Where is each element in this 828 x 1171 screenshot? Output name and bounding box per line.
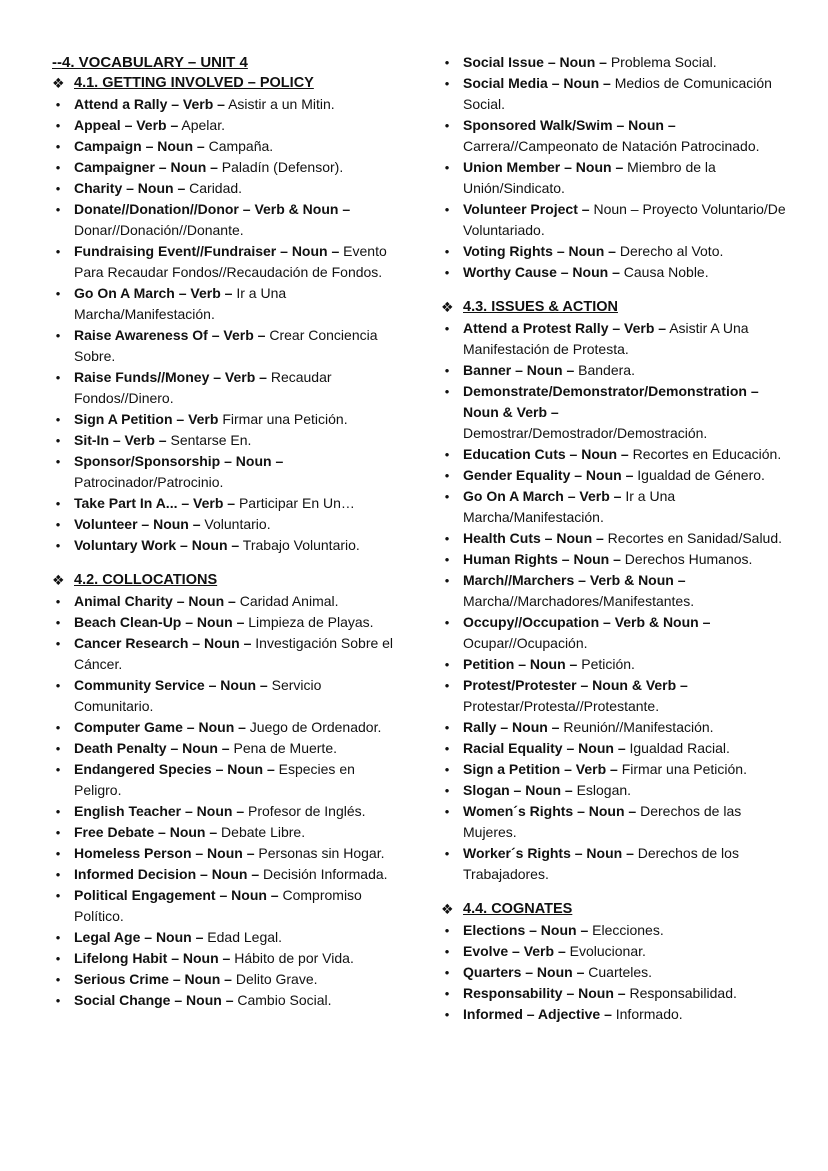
vocab-list bbox=[441, 920, 786, 1025]
vocab-translation: Evolucionar. bbox=[565, 943, 646, 959]
vocab-term: Serious Crime – Noun – bbox=[74, 971, 232, 987]
vocab-term: Take Part In A... – Verb – bbox=[74, 495, 236, 511]
vocab-term: Racial Equality – Noun – bbox=[463, 740, 626, 756]
list-item bbox=[52, 199, 397, 241]
vocab-term: Petition – Noun – bbox=[463, 656, 578, 672]
vocab-term: Quarters – Noun – bbox=[463, 964, 585, 980]
vocab-term: Union Member – Noun – bbox=[463, 159, 624, 175]
bullet-icon: • bbox=[444, 244, 450, 259]
list-item bbox=[441, 318, 786, 360]
vocab-term: Volunteer – Noun – bbox=[74, 516, 201, 532]
bullet-icon: • bbox=[444, 468, 450, 483]
list-item bbox=[441, 962, 786, 983]
diamond-bullet-icon: ❖ bbox=[441, 299, 454, 315]
list-item bbox=[441, 465, 786, 486]
vocab-term: Beach Clean-Up – Noun – bbox=[74, 614, 245, 630]
list-item bbox=[52, 822, 397, 843]
bullet-icon: • bbox=[444, 160, 450, 175]
diamond-bullet-icon: ❖ bbox=[52, 572, 65, 588]
bullet-icon: • bbox=[444, 804, 450, 819]
bullet-icon: • bbox=[55, 517, 61, 532]
list-item bbox=[52, 864, 397, 885]
vocab-term: Volunteer Project – bbox=[463, 201, 590, 217]
vocab-term: Campaigner – Noun – bbox=[74, 159, 218, 175]
list-item bbox=[52, 157, 397, 178]
list-item bbox=[52, 178, 397, 199]
vocab-translation: Petición. bbox=[577, 656, 635, 672]
list-item bbox=[441, 780, 786, 801]
list-item bbox=[52, 514, 397, 535]
bullet-icon: • bbox=[55, 804, 61, 819]
vocab-term: Sponsored Walk/Swim – Noun – bbox=[463, 117, 676, 133]
vocab-term: Appeal – Verb – bbox=[74, 117, 179, 133]
list-item bbox=[52, 612, 397, 633]
bullet-icon: • bbox=[444, 923, 450, 938]
list-item bbox=[52, 633, 397, 675]
vocab-term: Sign A Petition – Verb bbox=[74, 411, 219, 427]
section-title: 4.1. GETTING INVOLVED – POLICY bbox=[74, 75, 314, 91]
vocab-term: Donate//Donation//Donor – Verb & Noun – bbox=[74, 201, 351, 217]
vocab-term: Political Engagement – Noun – bbox=[74, 887, 279, 903]
vocab-term: Lifelong Habit – Noun – bbox=[74, 950, 231, 966]
vocab-translation: Bandera. bbox=[574, 362, 635, 378]
vocab-term: Go On A March – Verb – bbox=[463, 488, 622, 504]
vocab-translation: Sentarse En. bbox=[166, 432, 252, 448]
vocab-term: Endangered Species – Noun – bbox=[74, 761, 275, 777]
vocab-translation: Responsabilidad. bbox=[625, 985, 737, 1001]
section-title: 4.4. COGNATES bbox=[463, 901, 573, 917]
diamond-bullet-icon: ❖ bbox=[52, 75, 65, 91]
list-item bbox=[441, 675, 786, 717]
vocab-term: Campaign – Noun – bbox=[74, 138, 205, 154]
vocab-term: Charity – Noun – bbox=[74, 180, 186, 196]
vocab-translation: Caridad Animal. bbox=[235, 593, 339, 609]
vocab-term: Sponsor/Sponsorship – Noun – bbox=[74, 453, 284, 469]
bullet-icon: • bbox=[444, 944, 450, 959]
vocab-translation: Donar//Donación//Donante. bbox=[74, 222, 244, 238]
list-item bbox=[52, 409, 397, 430]
left-column bbox=[52, 52, 397, 1011]
vocab-translation: Voluntario. bbox=[200, 516, 271, 532]
list-item bbox=[441, 612, 786, 654]
bullet-icon: • bbox=[55, 328, 61, 343]
bullet-icon: • bbox=[55, 678, 61, 693]
vocab-translation: Problema Social. bbox=[606, 54, 717, 70]
bullet-icon: • bbox=[55, 139, 61, 154]
vocab-translation: Igualdad de Género. bbox=[633, 467, 765, 483]
bullet-icon: • bbox=[55, 930, 61, 945]
vocab-translation: Paladín (Defensor). bbox=[217, 159, 344, 175]
bullet-icon: • bbox=[55, 181, 61, 196]
vocab-translation: Derechos de los Trabajadores. bbox=[463, 845, 739, 882]
vocab-translation: Medios de Comunicación Social. bbox=[463, 75, 772, 112]
vocab-translation: Especies en Peligro. bbox=[74, 761, 355, 798]
bullet-icon: • bbox=[444, 573, 450, 588]
bullet-icon: • bbox=[444, 76, 450, 91]
vocab-term: Gender Equality – Noun – bbox=[463, 467, 634, 483]
bullet-icon: • bbox=[55, 720, 61, 735]
section-title: 4.3. ISSUES & ACTION bbox=[463, 299, 618, 315]
list-item bbox=[441, 654, 786, 675]
bullet-icon: • bbox=[444, 965, 450, 980]
vocab-term: Human Rights – Noun – bbox=[463, 551, 621, 567]
list-item bbox=[441, 528, 786, 549]
list-item bbox=[441, 1004, 786, 1025]
list-item bbox=[441, 717, 786, 738]
vocab-translation: Miembro de la Unión/Sindicato. bbox=[463, 159, 716, 196]
list-item bbox=[52, 430, 397, 451]
list-item bbox=[52, 717, 397, 738]
vocab-term: Social Change – Noun – bbox=[74, 992, 234, 1008]
bullet-icon: • bbox=[444, 321, 450, 336]
vocab-translation: Demostrar/Demostrador/Demostración. bbox=[463, 425, 708, 441]
bullet-icon: • bbox=[55, 867, 61, 882]
vocab-term: Go On A March – Verb – bbox=[74, 285, 233, 301]
vocab-translation: Pena de Muerte. bbox=[229, 740, 337, 756]
vocab-translation: Profesor de Inglés. bbox=[244, 803, 366, 819]
vocab-translation: Asistir A Una Manifestación de Protesta. bbox=[463, 320, 749, 357]
vocab-translation: Patrocinador/Patrocinio. bbox=[74, 474, 224, 490]
list-item bbox=[52, 759, 397, 801]
vocab-translation: Recortes en Educación. bbox=[628, 446, 782, 462]
section-heading-4-4 bbox=[441, 899, 786, 920]
vocab-translation: Firmar una Petición. bbox=[218, 411, 348, 427]
bullet-icon: • bbox=[55, 286, 61, 301]
vocab-term: Worker´s Rights – Noun – bbox=[463, 845, 634, 861]
list-item bbox=[52, 948, 397, 969]
vocab-term: Homeless Person – Noun – bbox=[74, 845, 255, 861]
vocab-translation: Elecciones. bbox=[588, 922, 664, 938]
bullet-icon: • bbox=[55, 846, 61, 861]
list-item bbox=[441, 360, 786, 381]
list-item bbox=[52, 94, 397, 115]
bullet-icon: • bbox=[444, 783, 450, 798]
bullet-icon: • bbox=[55, 825, 61, 840]
bullet-icon: • bbox=[444, 265, 450, 280]
bullet-icon: • bbox=[444, 363, 450, 378]
vocab-translation: Protestar/Protesta//Protestante. bbox=[463, 698, 660, 714]
vocab-term: Sign a Petition – Verb – bbox=[463, 761, 618, 777]
vocab-term: Education Cuts – Noun – bbox=[463, 446, 629, 462]
bullet-icon: • bbox=[55, 636, 61, 651]
list-item bbox=[441, 381, 786, 444]
vocab-translation: Ocupar//Ocupación. bbox=[463, 635, 588, 651]
list-item bbox=[441, 52, 786, 73]
vocab-term: Occupy//Occupation – Verb & Noun – bbox=[463, 614, 711, 630]
vocab-term: March//Marchers – Verb & Noun – bbox=[463, 572, 686, 588]
list-item bbox=[441, 843, 786, 885]
list-item bbox=[52, 990, 397, 1011]
bullet-icon: • bbox=[444, 846, 450, 861]
diamond-bullet-icon: ❖ bbox=[441, 901, 454, 917]
bullet-icon: • bbox=[55, 993, 61, 1008]
bullet-icon: • bbox=[55, 615, 61, 630]
bullet-icon: • bbox=[55, 594, 61, 609]
vocab-term: Voluntary Work – Noun – bbox=[74, 537, 240, 553]
list-item bbox=[52, 801, 397, 822]
list-item bbox=[441, 801, 786, 843]
vocab-term: Cancer Research – Noun – bbox=[74, 635, 252, 651]
bullet-icon: • bbox=[444, 202, 450, 217]
bullet-icon: • bbox=[444, 741, 450, 756]
vocab-term: English Teacher – Noun – bbox=[74, 803, 245, 819]
bullet-icon: • bbox=[444, 55, 450, 70]
list-item bbox=[52, 325, 397, 367]
vocab-term: Raise Awareness Of – Verb – bbox=[74, 327, 266, 343]
vocab-term: Fundraising Event//Fundraiser – Noun – bbox=[74, 243, 340, 259]
vocab-translation: Evento Para Recaudar Fondos//Recaudación de Fondos. bbox=[74, 243, 387, 280]
list-item bbox=[441, 549, 786, 570]
bullet-icon: • bbox=[55, 370, 61, 385]
list-item bbox=[441, 486, 786, 528]
vocab-term: Voting Rights – Noun – bbox=[463, 243, 616, 259]
list-item bbox=[52, 535, 397, 556]
vocab-translation: Juego de Ordenador. bbox=[245, 719, 382, 735]
bullet-icon: • bbox=[55, 160, 61, 175]
list-item bbox=[441, 73, 786, 115]
bullet-icon: • bbox=[55, 951, 61, 966]
bullet-icon: • bbox=[55, 433, 61, 448]
vocab-translation: Derecho al Voto. bbox=[615, 243, 724, 259]
vocab-list bbox=[52, 591, 397, 1011]
bullet-icon: • bbox=[444, 531, 450, 546]
vocab-term: Demonstrate/Demonstrator/Demonstration – Noun & Verb – bbox=[463, 383, 759, 420]
vocab-term: Worthy Cause – Noun – bbox=[463, 264, 620, 280]
vocab-term: Women´s Rights – Noun – bbox=[463, 803, 637, 819]
vocab-term: Animal Charity – Noun – bbox=[74, 593, 236, 609]
vocab-translation: Caridad. bbox=[185, 180, 243, 196]
vocab-translation: Recortes en Sanidad/Salud. bbox=[603, 530, 783, 546]
section-title: 4.2. COLLOCATIONS bbox=[74, 572, 218, 588]
vocab-translation: Personas sin Hogar. bbox=[254, 845, 385, 861]
vocab-translation: Debate Libre. bbox=[217, 824, 306, 840]
vocab-term: Computer Game – Noun – bbox=[74, 719, 246, 735]
bullet-icon: • bbox=[55, 202, 61, 217]
vocab-list bbox=[441, 318, 786, 885]
bullet-icon: • bbox=[444, 384, 450, 399]
list-item bbox=[441, 983, 786, 1004]
list-item bbox=[52, 115, 397, 136]
vocab-list bbox=[441, 52, 786, 283]
bullet-icon: • bbox=[444, 720, 450, 735]
bullet-icon: • bbox=[444, 762, 450, 777]
list-item bbox=[441, 759, 786, 780]
list-item bbox=[441, 262, 786, 283]
vocab-term: Legal Age – Noun – bbox=[74, 929, 204, 945]
bullet-icon: • bbox=[55, 972, 61, 987]
list-item bbox=[441, 941, 786, 962]
vocab-term: Banner – Noun – bbox=[463, 362, 575, 378]
vocab-term: Slogan – Noun – bbox=[463, 782, 573, 798]
bullet-icon: • bbox=[444, 986, 450, 1001]
page-title: --4. VOCABULARY – UNIT 4 bbox=[52, 54, 248, 71]
vocab-term: Health Cuts – Noun – bbox=[463, 530, 604, 546]
vocab-translation: Marcha//Marchadores/Manifestantes. bbox=[463, 593, 695, 609]
vocab-translation: Campaña. bbox=[204, 138, 274, 154]
list-item bbox=[441, 738, 786, 759]
vocab-translation: Trabajo Voluntario. bbox=[239, 537, 360, 553]
bullet-icon: • bbox=[55, 888, 61, 903]
vocab-term: Death Penalty – Noun – bbox=[74, 740, 230, 756]
bullet-icon: • bbox=[55, 412, 61, 427]
vocab-translation: Ir a Una Marcha/Manifestación. bbox=[74, 285, 287, 322]
vocab-translation: Asistir a un Mitin. bbox=[224, 96, 335, 112]
bullet-icon: • bbox=[444, 657, 450, 672]
bullet-icon: • bbox=[55, 97, 61, 112]
vocab-term: Informed – Adjective – bbox=[463, 1006, 612, 1022]
list-item bbox=[52, 675, 397, 717]
bullet-icon: • bbox=[55, 244, 61, 259]
vocab-translation: Investigación Sobre el Cáncer. bbox=[74, 635, 394, 672]
vocab-term: Raise Funds//Money – Verb – bbox=[74, 369, 267, 385]
bullet-icon: • bbox=[55, 496, 61, 511]
list-item bbox=[52, 451, 397, 493]
vocab-term: Free Debate – Noun – bbox=[74, 824, 218, 840]
bullet-icon: • bbox=[55, 118, 61, 133]
vocab-term: Elections – Noun – bbox=[463, 922, 589, 938]
bullet-icon: • bbox=[444, 489, 450, 504]
list-item bbox=[52, 738, 397, 759]
vocab-translation: Reunión//Manifestación. bbox=[559, 719, 714, 735]
vocab-translation: Apelar. bbox=[178, 117, 225, 133]
bullet-icon: • bbox=[444, 447, 450, 462]
bullet-icon: • bbox=[55, 538, 61, 553]
list-item bbox=[52, 927, 397, 948]
vocab-term: Informed Decision – Noun – bbox=[74, 866, 260, 882]
list-item bbox=[52, 843, 397, 864]
vocab-translation: Derechos de las Mujeres. bbox=[463, 803, 742, 840]
list-item bbox=[441, 241, 786, 262]
vocab-translation: Ir a Una Marcha/Manifestación. bbox=[463, 488, 676, 525]
vocab-translation: Limpieza de Playas. bbox=[244, 614, 374, 630]
vocab-translation: Causa Noble. bbox=[619, 264, 709, 280]
vocab-translation: Delito Grave. bbox=[231, 971, 318, 987]
vocab-translation: Noun – Proyecto Voluntario/De Voluntariado. bbox=[463, 201, 786, 238]
list-item bbox=[52, 885, 397, 927]
bullet-icon: • bbox=[55, 762, 61, 777]
vocab-translation: Hábito de por Vida. bbox=[230, 950, 354, 966]
vocab-term: Attend a Rally – Verb – bbox=[74, 96, 225, 112]
list-item bbox=[441, 115, 786, 157]
vocab-translation: Participar En Un… bbox=[235, 495, 355, 511]
section-heading-4-3 bbox=[441, 297, 786, 318]
list-item bbox=[441, 157, 786, 199]
vocab-term: Community Service – Noun – bbox=[74, 677, 268, 693]
vocab-translation: Servicio Comunitario. bbox=[74, 677, 322, 714]
vocab-term: Protest/Protester – Noun & Verb – bbox=[463, 677, 688, 693]
vocab-translation: Derechos Humanos. bbox=[620, 551, 753, 567]
vocab-translation: Crear Conciencia Sobre. bbox=[74, 327, 378, 364]
vocab-translation: Recaudar Fondos//Dinero. bbox=[74, 369, 332, 406]
vocab-translation: Igualdad Racial. bbox=[625, 740, 730, 756]
section-heading-4-1 bbox=[52, 73, 397, 94]
list-item bbox=[441, 570, 786, 612]
bullet-icon: • bbox=[55, 741, 61, 756]
list-item bbox=[441, 444, 786, 465]
list-item bbox=[52, 493, 397, 514]
vocab-translation: Informado. bbox=[611, 1006, 683, 1022]
vocab-translation: Decisión Informada. bbox=[259, 866, 388, 882]
vocab-translation: Cuarteles. bbox=[584, 964, 653, 980]
vocab-term: Social Media – Noun – bbox=[463, 75, 611, 91]
section-heading-4-2 bbox=[52, 570, 397, 591]
right-column bbox=[441, 52, 786, 1025]
list-item bbox=[52, 283, 397, 325]
list-item bbox=[441, 920, 786, 941]
bullet-icon: • bbox=[444, 1007, 450, 1022]
vocab-translation: Firmar una Petición. bbox=[617, 761, 747, 777]
list-item bbox=[52, 367, 397, 409]
vocab-term: Social Issue – Noun – bbox=[463, 54, 607, 70]
vocab-term: Rally – Noun – bbox=[463, 719, 560, 735]
vocab-translation: Carrera//Campeonato de Natación Patrocinado. bbox=[463, 138, 760, 154]
vocab-translation: Edad Legal. bbox=[203, 929, 283, 945]
bullet-icon: • bbox=[55, 454, 61, 469]
vocab-translation: Cambio Social. bbox=[233, 992, 332, 1008]
list-item bbox=[441, 199, 786, 241]
vocab-term: Attend a Protest Rally – Verb – bbox=[463, 320, 667, 336]
vocab-translation: Eslogan. bbox=[572, 782, 632, 798]
vocab-translation: Compromiso Político. bbox=[74, 887, 362, 924]
list-item bbox=[52, 591, 397, 612]
bullet-icon: • bbox=[444, 552, 450, 567]
vocab-term: Responsability – Noun – bbox=[463, 985, 626, 1001]
list-item bbox=[52, 969, 397, 990]
vocab-term: Evolve – Verb – bbox=[463, 943, 566, 959]
vocab-list bbox=[52, 94, 397, 556]
bullet-icon: • bbox=[444, 678, 450, 693]
list-item bbox=[52, 136, 397, 157]
vocab-term: Sit-In – Verb – bbox=[74, 432, 167, 448]
list-item bbox=[52, 241, 397, 283]
bullet-icon: • bbox=[444, 615, 450, 630]
bullet-icon: • bbox=[444, 118, 450, 133]
